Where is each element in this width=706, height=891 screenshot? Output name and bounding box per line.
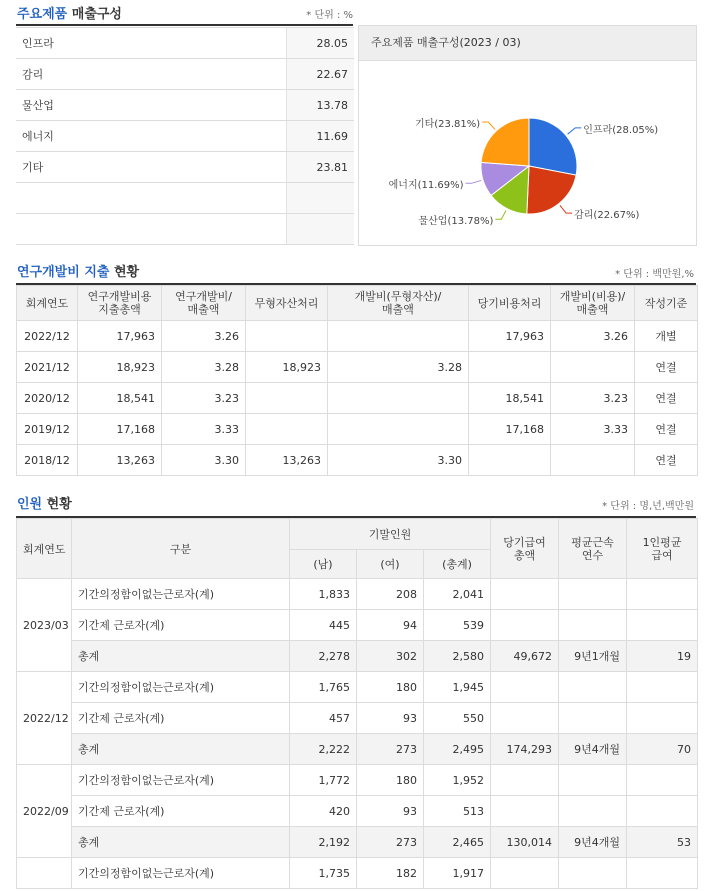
staff-h-tenure: 평균근속 연수 (559, 519, 627, 579)
product-name: 감리 (16, 59, 286, 90)
rnd-row (17, 414, 698, 445)
rnd-cell: 3.23 (162, 383, 246, 414)
product-row (16, 28, 354, 59)
staff-cell: 19 (627, 641, 698, 672)
rnd-header-6: 개발비(비용)/ 매출액 (551, 286, 635, 321)
staff-cell: 총계 (72, 734, 290, 765)
rnd-cell: 17,168 (78, 414, 162, 445)
staff-cell (491, 765, 559, 796)
rnd-cell: 개별 (635, 321, 698, 352)
rnd-cell: 18,923 (246, 352, 328, 383)
staff-cell: 2,495 (424, 734, 491, 765)
staff-cell: 273 (357, 827, 424, 858)
product-name: 인프라 (16, 28, 286, 59)
pie-panel (358, 25, 697, 246)
staff-cell (559, 796, 627, 827)
staff-cell: 기간제 근로자(계) (72, 610, 290, 641)
staff-cell: 182 (357, 858, 424, 889)
staff-cell: 550 (424, 703, 491, 734)
staff-h-category: 구분 (72, 519, 290, 579)
staff-cell (627, 858, 698, 889)
product-value-empty (286, 183, 354, 214)
pie-title: 주요제품 매출구성(2023 / 03) (359, 26, 696, 61)
staff-row (17, 827, 698, 858)
staff-cell: 2,192 (290, 827, 357, 858)
staff-cell: 53 (627, 827, 698, 858)
staff-cell: 130,014 (491, 827, 559, 858)
staff-h-female: (여) (357, 550, 424, 579)
product-row (16, 90, 354, 121)
staff-row (17, 796, 698, 827)
rnd-cell (469, 352, 551, 383)
product-value: 28.05 (286, 28, 354, 59)
rnd-cell: 17,168 (469, 414, 551, 445)
product-row (16, 152, 354, 183)
staff-cell (491, 796, 559, 827)
rnd-unit: * 단위 : 백만원,% (615, 269, 694, 280)
staff-cell: 445 (290, 610, 357, 641)
staff-cell (627, 579, 698, 610)
staff-row (17, 703, 698, 734)
staff-cell: 기간의정함이없는근로자(계) (72, 765, 290, 796)
staff-row (17, 765, 698, 796)
staff-cell (627, 765, 698, 796)
rnd-row (17, 352, 698, 383)
pie-slice-1 (527, 166, 576, 214)
pie-leader-3 (466, 180, 482, 183)
staff-cell: 273 (357, 734, 424, 765)
rnd-cell: 3.28 (162, 352, 246, 383)
staff-cell: 2,580 (424, 641, 491, 672)
staff-cell (491, 858, 559, 889)
rnd-cell: 3.23 (551, 383, 635, 414)
rnd-cell: 2018/12 (17, 445, 78, 476)
rnd-cell (246, 414, 328, 445)
staff-cell: 2,222 (290, 734, 357, 765)
staff-cell: 2,278 (290, 641, 357, 672)
rnd-cell: 연결 (635, 352, 698, 383)
staff-cell: 93 (357, 796, 424, 827)
rnd-cell: 연결 (635, 414, 698, 445)
pie-label-2: 물산업(13.78%) (418, 216, 494, 228)
staff-h-pay-total: 당기급여 총액 (491, 519, 559, 579)
pie-label-0: 인프라(28.05%) (583, 124, 659, 136)
rnd-cell: 2022/12 (17, 321, 78, 352)
staff-year (17, 858, 72, 889)
staff-cell: 9년4개월 (559, 734, 627, 765)
staff-row (17, 579, 698, 610)
products-title: 주요제품 매출구성 (17, 7, 122, 22)
staff-cell: 2,465 (424, 827, 491, 858)
staff-cell (559, 765, 627, 796)
rnd-cell (551, 352, 635, 383)
rnd-cell: 18,541 (469, 383, 551, 414)
rnd-header-2: 연구개발비/ 매출액 (162, 286, 246, 321)
products-top-rule (16, 24, 353, 26)
staff-h-end-staff: 기말인원 (290, 519, 491, 550)
rnd-cell: 2019/12 (17, 414, 78, 445)
products-unit: * 단위 : % (306, 10, 353, 21)
rnd-header-5: 당기비용처리 (469, 286, 551, 321)
staff-cell (491, 703, 559, 734)
staff-cell (491, 579, 559, 610)
staff-cell: 457 (290, 703, 357, 734)
product-name-empty (16, 183, 286, 214)
rnd-cell: 3.33 (551, 414, 635, 445)
staff-unit: * 단위 : 명,년,백만원 (602, 501, 694, 512)
staff-cell: 180 (357, 765, 424, 796)
rnd-cell (328, 414, 469, 445)
rnd-cell: 3.30 (162, 445, 246, 476)
staff-cell: 49,672 (491, 641, 559, 672)
rnd-cell: 연결 (635, 445, 698, 476)
product-name-empty (16, 214, 286, 245)
staff-cell (491, 672, 559, 703)
staff-cell (559, 858, 627, 889)
staff-cell: 1,952 (424, 765, 491, 796)
staff-cell: 93 (357, 703, 424, 734)
rnd-cell: 18,541 (78, 383, 162, 414)
staff-cell (627, 672, 698, 703)
staff-title: 인원 현황 (17, 497, 72, 512)
rnd-cell: 17,963 (78, 321, 162, 352)
rnd-cell: 13,263 (78, 445, 162, 476)
pie-slice-0 (529, 118, 577, 175)
staff-year: 2022/09 (17, 765, 72, 858)
staff-cell: 70 (627, 734, 698, 765)
staff-cell: 기간의정함이없는근로자(계) (72, 672, 290, 703)
rnd-table (16, 285, 698, 476)
staff-h-total: (총계) (424, 550, 491, 579)
staff-cell: 1,765 (290, 672, 357, 703)
staff-cell: 기간의정함이없는근로자(계) (72, 858, 290, 889)
rnd-cell (469, 445, 551, 476)
staff-cell: 1,945 (424, 672, 491, 703)
staff-cell (559, 579, 627, 610)
staff-cell: 94 (357, 610, 424, 641)
staff-cell: 513 (424, 796, 491, 827)
rnd-cell: 3.33 (162, 414, 246, 445)
rnd-row (17, 321, 698, 352)
product-value: 23.81 (286, 152, 354, 183)
staff-row (17, 610, 698, 641)
rnd-cell: 3.26 (551, 321, 635, 352)
staff-cell: 1,833 (290, 579, 357, 610)
rnd-cell: 17,963 (469, 321, 551, 352)
product-row (16, 59, 354, 90)
staff-cell (627, 610, 698, 641)
staff-h-male: (남) (290, 550, 357, 579)
rnd-header-1: 연구개발비용 지출총액 (78, 286, 162, 321)
rnd-cell: 18,923 (78, 352, 162, 383)
rnd-header-7: 작성기준 (635, 286, 698, 321)
staff-cell: 1,735 (290, 858, 357, 889)
rnd-header-4: 개발비(무형자산)/ 매출액 (328, 286, 469, 321)
staff-cell: 302 (357, 641, 424, 672)
staff-row (17, 734, 698, 765)
staff-row (17, 858, 698, 889)
product-name: 에너지 (16, 121, 286, 152)
staff-h-year: 회계연도 (17, 519, 72, 579)
rnd-cell: 3.30 (328, 445, 469, 476)
rnd-row (17, 445, 698, 476)
rnd-header-3: 무형자산처리 (246, 286, 328, 321)
staff-table (16, 518, 698, 889)
staff-cell: 1,772 (290, 765, 357, 796)
product-value-empty (286, 214, 354, 245)
staff-cell: 총계 (72, 827, 290, 858)
staff-cell: 174,293 (491, 734, 559, 765)
pie-chart (359, 61, 696, 245)
staff-cell (627, 703, 698, 734)
product-name: 기타 (16, 152, 286, 183)
rnd-title: 연구개발비 지출 현황 (17, 265, 140, 280)
product-value: 11.69 (286, 121, 354, 152)
rnd-cell (246, 383, 328, 414)
staff-cell (559, 703, 627, 734)
pie-label-4: 기타(23.81%) (414, 119, 481, 131)
pie-label-1: 감리(22.67%) (574, 210, 640, 222)
pie-slice-4 (481, 118, 529, 166)
rnd-header-0: 회계연도 (17, 286, 78, 321)
product-value: 22.67 (286, 59, 354, 90)
pie-leader-2 (495, 210, 506, 219)
staff-cell: 기간제 근로자(계) (72, 703, 290, 734)
staff-cell: 539 (424, 610, 491, 641)
staff-cell: 180 (357, 672, 424, 703)
pie-leader-0 (568, 128, 582, 134)
staff-row (17, 672, 698, 703)
products-table (16, 27, 354, 245)
staff-cell: 9년1개월 (559, 641, 627, 672)
rnd-cell (551, 445, 635, 476)
staff-cell (559, 672, 627, 703)
staff-cell: 1,917 (424, 858, 491, 889)
staff-cell: 9년4개월 (559, 827, 627, 858)
rnd-cell: 3.26 (162, 321, 246, 352)
staff-cell: 기간제 근로자(계) (72, 796, 290, 827)
rnd-cell: 2020/12 (17, 383, 78, 414)
product-name: 물산업 (16, 90, 286, 121)
rnd-cell (246, 321, 328, 352)
staff-year: 2022/12 (17, 672, 72, 765)
pie-leader-1 (560, 205, 572, 213)
staff-cell: 기간의정함이없는근로자(계) (72, 579, 290, 610)
staff-cell (627, 796, 698, 827)
staff-cell (491, 610, 559, 641)
staff-cell: 2,041 (424, 579, 491, 610)
staff-year: 2023/03 (17, 579, 72, 672)
pie-leader-4 (482, 122, 495, 129)
product-row-empty (16, 214, 354, 245)
rnd-cell: 3.28 (328, 352, 469, 383)
rnd-cell: 연결 (635, 383, 698, 414)
product-value: 13.78 (286, 90, 354, 121)
staff-row (17, 641, 698, 672)
staff-cell: 208 (357, 579, 424, 610)
rnd-cell (328, 383, 469, 414)
staff-cell: 420 (290, 796, 357, 827)
rnd-cell: 13,263 (246, 445, 328, 476)
staff-cell: 총계 (72, 641, 290, 672)
staff-h-per-pay: 1인평균 급여 (627, 519, 698, 579)
product-row-empty (16, 183, 354, 214)
staff-cell (559, 610, 627, 641)
pie-label-3: 에너지(11.69%) (388, 180, 464, 192)
product-row (16, 121, 354, 152)
rnd-cell (328, 321, 469, 352)
rnd-row (17, 383, 698, 414)
rnd-cell: 2021/12 (17, 352, 78, 383)
